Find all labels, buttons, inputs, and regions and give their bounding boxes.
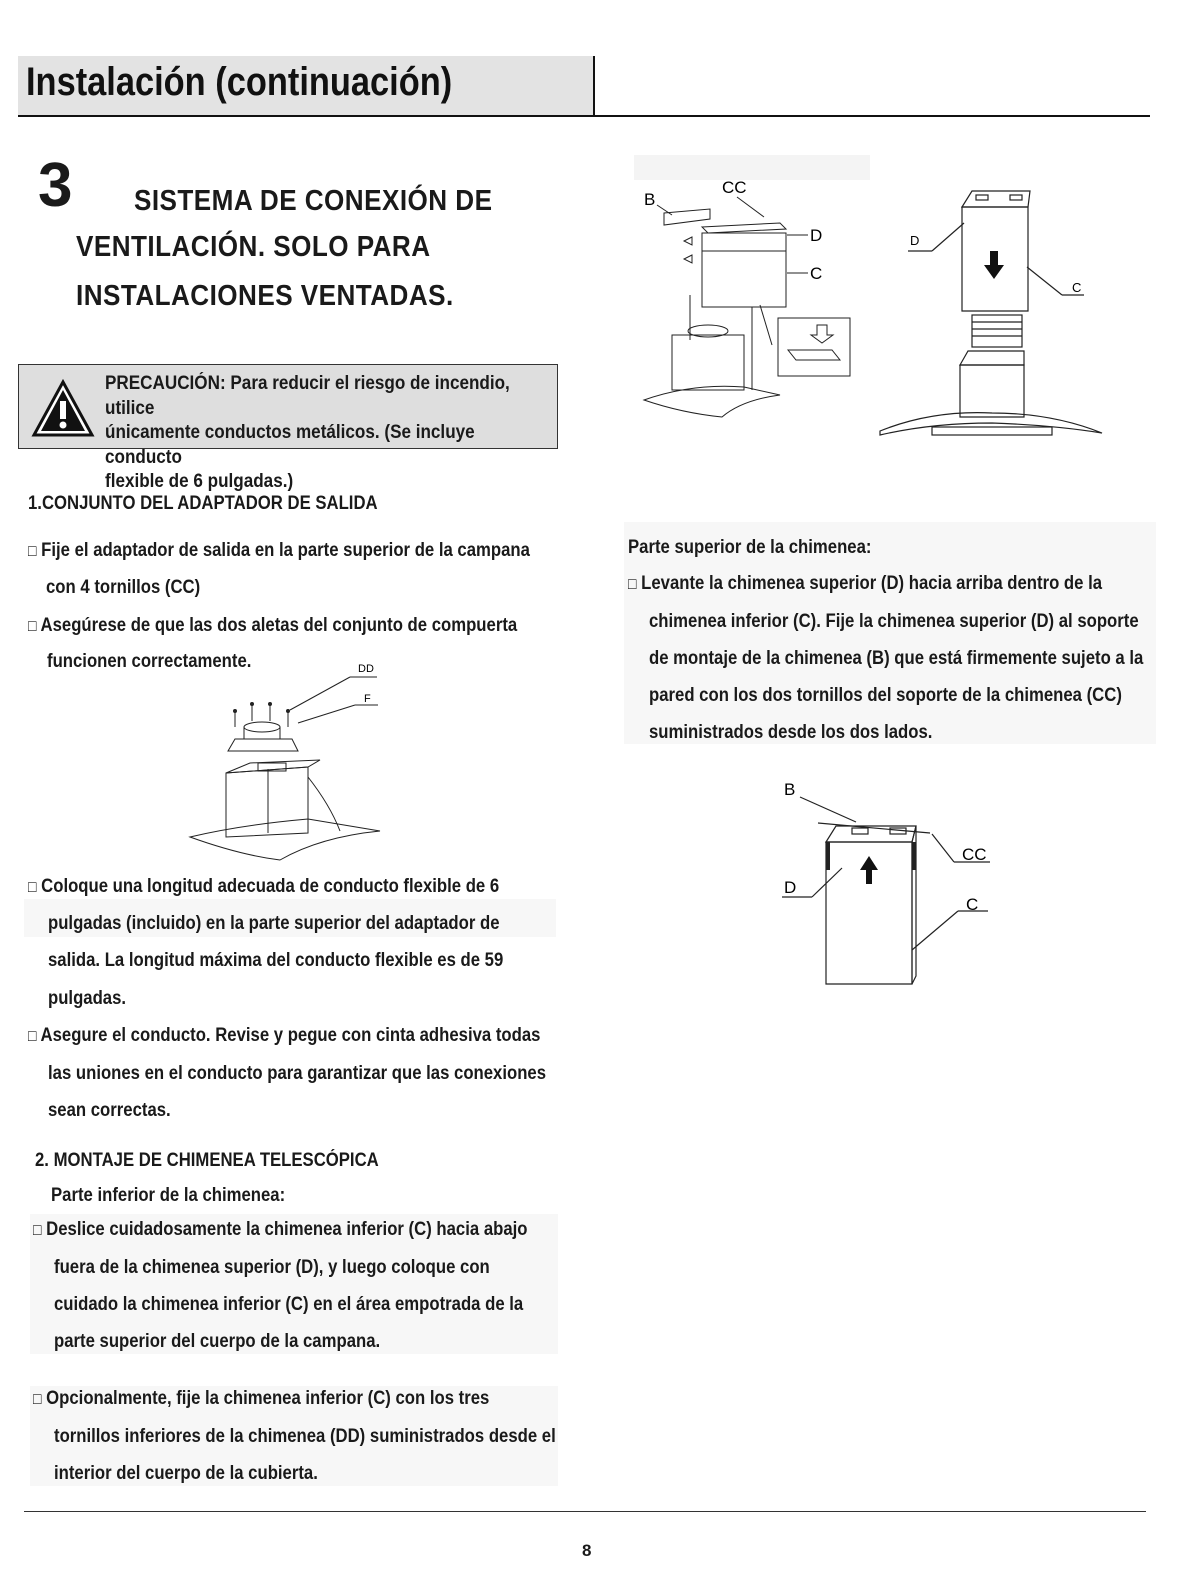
s2-bullet-2-line-2: tornillos inferiores de la chimenea (DD) suministrados desde el — [54, 1426, 556, 1447]
bullet-text: Asegure el conducto. Revise y pegue con cinta adhesiva todas — [40, 1025, 541, 1046]
caution-box — [18, 364, 558, 492]
label-d: D — [784, 878, 797, 897]
bullet-3-line-1 — [28, 876, 499, 898]
s2-bullet-1-line-1 — [33, 1219, 527, 1241]
bullet-4-line-2: las uniones en el conducto para garantizar que las conexiones — [48, 1063, 547, 1084]
label-b: B — [644, 190, 656, 209]
caution-line-1: PRECAUCIÓN: Para reducir el riesgo de incendio, utilice — [105, 373, 510, 419]
warning-icon — [31, 379, 95, 439]
section-2-title: 2. MONTAJE DE CHIMENEA TELESCÓPICA — [35, 1150, 379, 1171]
label-cc: CC — [722, 178, 747, 197]
bullet-3-line-4: pulgadas. — [48, 988, 127, 1009]
checkbox-icon: □ — [28, 618, 37, 635]
checkbox-icon: □ — [28, 543, 37, 560]
s2-bullet-1-line-4: parte superior del cuerpo de la campana. — [54, 1331, 381, 1352]
bullet-2-line-2: funcionen correctamente. — [47, 651, 252, 672]
caution-line-2: únicamente conductos metálicos. (Se incluye conducto — [105, 422, 475, 468]
checkbox-icon: □ — [33, 1222, 42, 1239]
upper-line-1 — [628, 573, 1102, 595]
s2-bullet-2-line-3: interior del cuerpo de la cubierta. — [54, 1463, 318, 1484]
label-cc: CC — [962, 845, 987, 864]
upper-line-2: chimenea inferior (C). Fije la chimenea superior (D) al soporte — [649, 611, 1139, 632]
upper-chimney-title: Parte superior de la chimenea: — [628, 537, 872, 558]
label-d: D — [810, 226, 823, 245]
label-c: C — [966, 895, 979, 914]
bullet-3-line-2: pulgadas (incluido) en la parte superior del adaptador de — [48, 913, 500, 934]
outlet-adapter-diagram — [180, 655, 400, 870]
step-title-line-2: VENTILACIÓN. SOLO PARA — [76, 231, 431, 263]
bullet-4-line-3: sean correctas. — [48, 1100, 171, 1121]
s2-bullet-2-line-1 — [33, 1388, 489, 1410]
bullet-text: Fije el adaptador de salida en la parte superior de la campana — [41, 540, 530, 561]
bullet-2-line-1 — [28, 615, 517, 637]
bullet-4-line-1 — [28, 1025, 540, 1047]
bullet-text: Deslice cuidadosamente la chimenea inferior (C) hacia abajo — [46, 1219, 528, 1240]
bullet-1-line-1 — [28, 540, 530, 562]
upper-line-4: pared con los dos tornillos del soporte de la chimenea (CC) — [649, 685, 1122, 706]
s2-bullet-1-line-3: cuidado la chimenea inferior (C) en el área empotrada de la — [54, 1294, 524, 1315]
upper-chimney-diagram — [770, 770, 1010, 990]
header-rule — [18, 115, 1150, 117]
upper-line-5: suministrados desde los dos lados. — [649, 722, 933, 743]
page-title: Instalación (continuación) — [26, 60, 453, 104]
header-divider — [593, 56, 595, 116]
bullet-1-line-2: con 4 tornillos (CC) — [46, 577, 201, 598]
label-b: B — [784, 780, 796, 799]
caution-line-3: flexible de 6 pulgadas.) — [105, 471, 294, 492]
caution-text — [105, 372, 555, 495]
checkbox-icon: □ — [33, 1391, 42, 1408]
chimney-overview-diagram — [632, 155, 1162, 445]
label-c: C — [810, 264, 823, 283]
bullet-text: Opcionalmente, fije la chimenea inferior (C) con los tres — [46, 1388, 490, 1409]
checkbox-icon: □ — [28, 1028, 37, 1045]
checkbox-icon: □ — [28, 879, 37, 896]
label-dd: DD — [358, 663, 374, 675]
step-title-line-3: INSTALACIONES VENTADAS. — [76, 280, 454, 312]
section-1-title: 1.CONJUNTO DEL ADAPTADOR DE SALIDA — [28, 493, 378, 514]
footer-rule — [24, 1511, 1146, 1512]
bullet-3-line-3: salida. La longitud máxima del conducto flexible es de 59 — [48, 950, 504, 971]
label-f: F — [364, 693, 371, 705]
checkbox-icon: □ — [628, 576, 637, 593]
section-2-subtitle: Parte inferior de la chimenea: — [51, 1185, 286, 1206]
bullet-text: Asegúrese de que las dos aletas del conjunto de compuerta — [40, 615, 518, 636]
step-title-line-1: SISTEMA DE CONEXIÓN DE — [134, 185, 493, 217]
page-number: 8 — [582, 1541, 592, 1560]
bullet-text: Levante la chimenea superior (D) hacia arriba dentro de la — [641, 573, 1103, 594]
s2-bullet-1-line-2: fuera de la chimenea superior (D), y luego coloque con — [54, 1257, 490, 1278]
upper-line-3: de montaje de la chimenea (B) que está firmemente sujeto a la — [649, 648, 1144, 669]
label-c: C — [1072, 280, 1082, 295]
bullet-text: Coloque una longitud adecuada de conducto flexible de 6 — [41, 876, 500, 897]
label-d: D — [910, 233, 920, 248]
step-number: 3 — [38, 151, 73, 220]
